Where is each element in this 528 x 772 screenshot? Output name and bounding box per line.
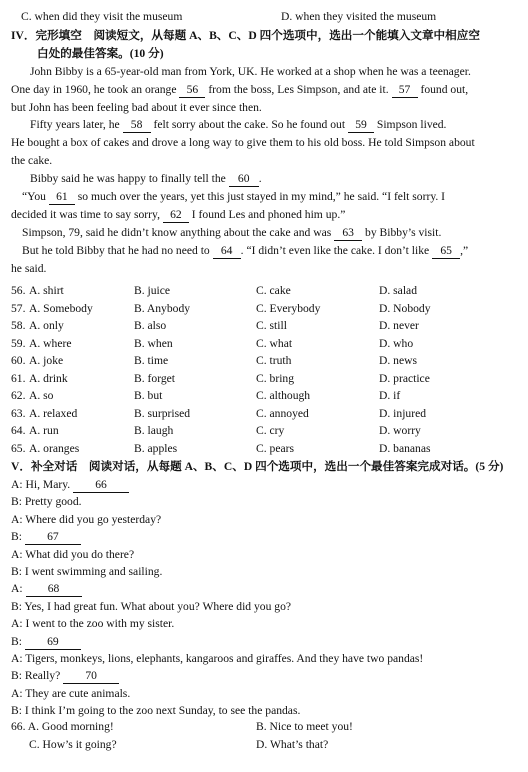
passage-line: One day in 1960, he took an orange 56 from the boss, Les Simpson, and ate it. 57 found out, — [11, 83, 469, 96]
dialog-text: A: What did you do there? — [11, 547, 135, 561]
blank-70: 70 — [63, 669, 119, 684]
dialog-text: B: — [11, 634, 22, 648]
blank-60: 60 — [229, 172, 259, 187]
dialog-text: B: — [11, 530, 22, 544]
option-d: D. injured — [379, 406, 427, 420]
dialog-line — [11, 598, 520, 616]
passage-line: he said. — [11, 262, 47, 275]
dialog-text: A: I went to the zoo with my sister. — [11, 617, 175, 631]
blank-69: 69 — [25, 635, 81, 650]
dialog-text: B: I think I’m going to the zoo next Sunday, to see the pandas. — [11, 704, 301, 718]
question-number: 57. — [11, 301, 26, 315]
option-b: B. juice — [134, 284, 171, 297]
passage-line: the cake. — [11, 154, 53, 167]
blank-66: 66 — [73, 478, 129, 493]
option-b: B. Anybody — [134, 301, 191, 315]
dialog-line — [11, 511, 520, 529]
question-number: 56. — [11, 284, 26, 297]
option-b: B. laugh — [134, 424, 174, 437]
dialog-text: B: I went swimming and sailing. — [11, 565, 163, 578]
option-d: D. practice — [379, 371, 430, 385]
option-a: A. relaxed — [29, 406, 78, 420]
blank-56: 56 — [179, 83, 205, 98]
dialog-line — [11, 650, 520, 668]
option-a: A. drink — [29, 371, 68, 385]
question-number: 60. — [11, 354, 26, 367]
passage-line: “You 61 so much over the years, yet this just stayed in my mind,” he said. “I felt sorry. I — [22, 190, 446, 203]
option-c: C. cake — [256, 284, 291, 297]
option-d: D. worry — [379, 424, 421, 437]
blank-61: 61 — [49, 190, 75, 205]
option-d: D. bananas — [379, 441, 431, 455]
blank-59: 59 — [348, 118, 374, 133]
option-b: B. apples — [134, 441, 178, 455]
dialog-text: B: Yes, I had great fun. What about you? Where did you go? — [11, 599, 292, 613]
option-b: B. but — [134, 389, 163, 402]
option-a: A. joke — [29, 354, 64, 367]
passage-line: John Bibby is a 65-year-old man from York, UK. He worked at a shop when he was a teenager. — [30, 65, 471, 78]
passage-line: but John has been feeling bad about it ever since then. — [11, 101, 262, 114]
option-c: C. what — [256, 336, 293, 350]
q66-option-d: D. What’s that? — [256, 738, 329, 751]
passage-line: Fifty years later, he 58 felt sorry about the cake. So he found out 59 Simpson lived. — [30, 118, 447, 131]
option-b: B. when — [134, 336, 173, 350]
dialog-line — [11, 528, 520, 546]
option-c: C. annoyed — [256, 406, 309, 420]
passage-line: Bibby said he was happy to finally tell the 60 . — [30, 172, 262, 185]
option-a: A. so — [29, 389, 54, 402]
option-c: C. truth — [256, 354, 292, 367]
dialog-text: A: Tigers, monkeys, lions, elephants, kangaroos and giraffes. And they have two pandas! — [11, 652, 424, 665]
option-b: B. time — [134, 354, 169, 367]
option-c: C. Everybody — [256, 301, 321, 315]
passage-line: decided it was time to say sorry, 62 I found Les and phoned him up.” — [11, 208, 346, 221]
blank-65: 65 — [432, 244, 460, 259]
dialog-text: A: Where did you go yesterday? — [11, 512, 162, 526]
section4-heading-cont: 白处的最佳答案。(10 分) — [37, 47, 164, 60]
option-d: D. never — [379, 319, 419, 332]
option-a: A. oranges — [29, 441, 80, 455]
option-a: A. where — [29, 336, 72, 350]
dialog-line — [11, 546, 520, 564]
blank-67: 67 — [25, 530, 81, 545]
option-d: D. salad — [379, 284, 417, 297]
option-a: A. only — [29, 319, 64, 332]
q66-option-a: 66. A. Good morning! — [11, 720, 114, 733]
passage-line: He bought a box of cakes and drove a long way to give them to his old boss. He told Simpson about — [11, 136, 475, 149]
question-number: 63. — [11, 406, 26, 420]
dialog-line — [11, 563, 520, 581]
blank-62: 62 — [163, 208, 189, 223]
blank-64: 64 — [213, 244, 241, 259]
dialog-line — [11, 493, 520, 511]
dialog-line — [11, 615, 520, 633]
option-d: D. if — [379, 389, 401, 402]
dialog-text: A: Hi, Mary. — [11, 478, 71, 491]
q66-option-c: C. How’s it going? — [29, 738, 117, 751]
option-d: D. news — [379, 354, 417, 367]
option-b: B. also — [134, 319, 167, 332]
blank-63: 63 — [334, 226, 362, 241]
q66-option-b: B. Nice to meet you! — [256, 720, 353, 733]
question-number: 65. — [11, 441, 26, 455]
dialog-line — [11, 685, 520, 703]
question-number: 64. — [11, 424, 26, 437]
option-a: A. Somebody — [29, 301, 93, 315]
question-number: 62. — [11, 389, 26, 402]
option-c: C. cry — [256, 424, 285, 437]
option-b: B. forget — [134, 371, 176, 385]
dialog-line — [11, 476, 520, 494]
dialog-text: B: Pretty good. — [11, 495, 82, 509]
dialog-text: A: — [11, 582, 23, 596]
dialog-text: B: Really? — [11, 669, 61, 683]
question-number: 61. — [11, 371, 26, 385]
question-number: 58. — [11, 319, 26, 332]
passage-line: Simpson, 79, said he didn’t know anything about the cake and was 63 by Bibby’s visit. — [22, 226, 442, 239]
option-c: C. bring — [256, 371, 295, 385]
option-d: D. who — [379, 336, 414, 350]
option-b: B. surprised — [134, 406, 191, 420]
option-c: C. when did they visit the museum — [21, 10, 183, 23]
dialog-line — [11, 580, 520, 598]
option-d: D. Nobody — [379, 301, 431, 315]
option-c: C. although — [256, 389, 311, 402]
option-d: D. when they visited the museum — [281, 10, 437, 23]
blank-57: 57 — [392, 83, 418, 98]
option-a: A. shirt — [29, 284, 64, 297]
option-c: C. pears — [256, 441, 294, 455]
option-c: C. still — [256, 319, 287, 332]
dialog-line — [11, 667, 520, 685]
option-a: A. run — [29, 424, 59, 437]
blank-58: 58 — [123, 118, 151, 133]
question-number: 59. — [11, 336, 26, 350]
section4-heading: IV．完形填空 阅读短文，从每题 A、B、C、D 四个选项中，选出一个能填入文章中相应空 — [11, 29, 480, 42]
section5-heading: V．补全对话 阅读对话，从每题 A、B、C、D 四个选项中，选出一个最佳答案完成对话。(5 分) — [11, 460, 504, 473]
passage-line: But he told Bibby that he had no need to 64 . “I didn’t even like the cake. I don’t like 65 ,” — [22, 244, 469, 257]
dialog-text: A: They are cute animals. — [11, 686, 131, 700]
blank-68: 68 — [26, 582, 82, 597]
dialog-line — [11, 633, 520, 651]
